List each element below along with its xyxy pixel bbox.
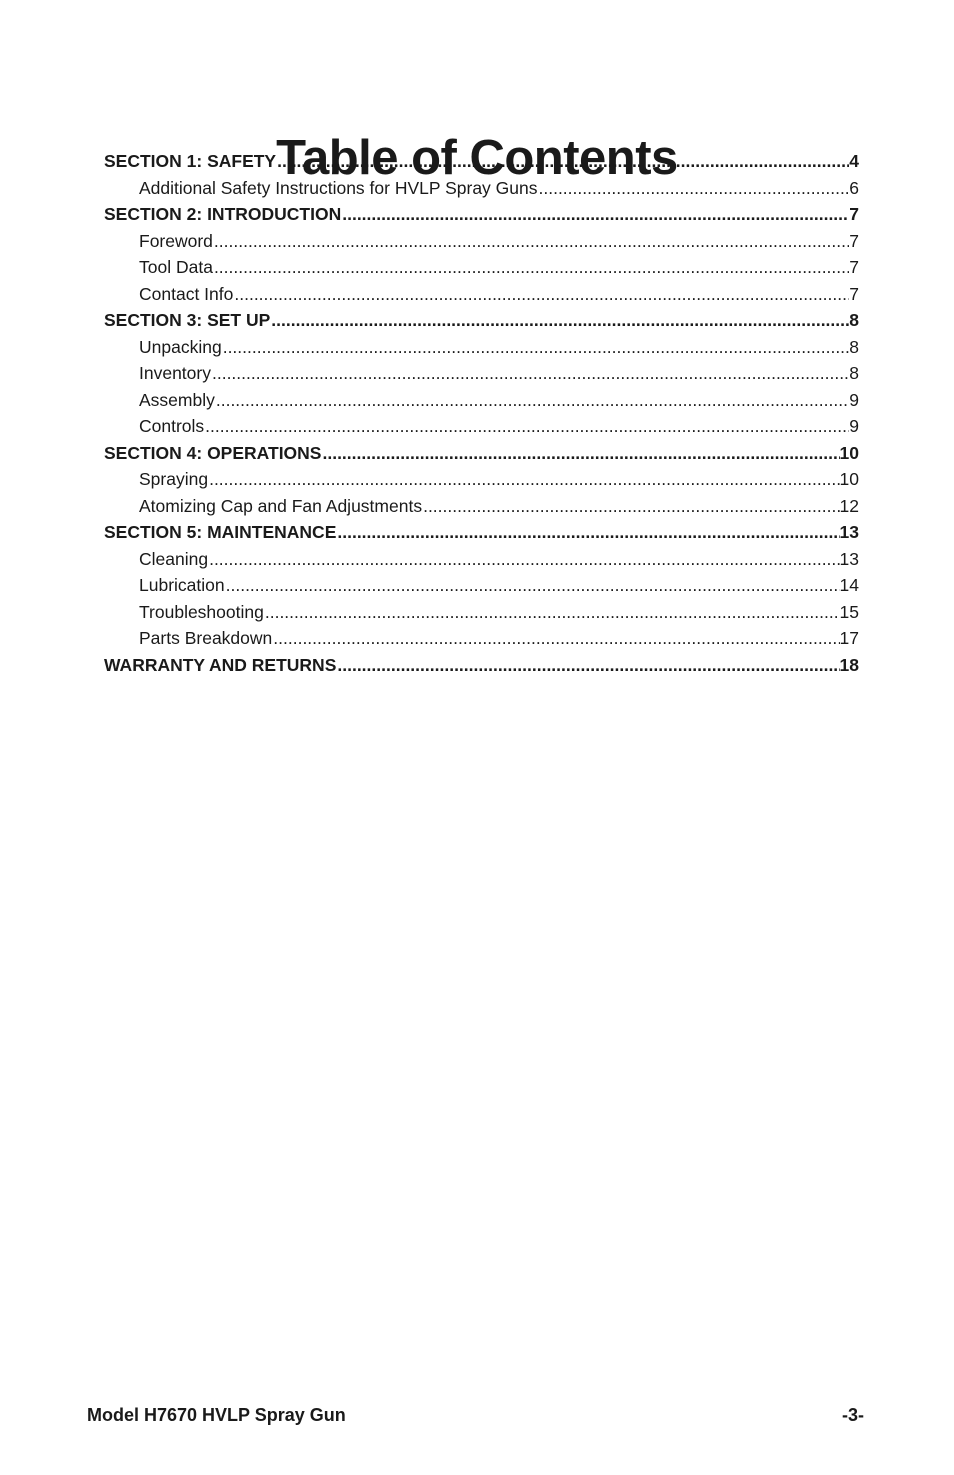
toc-entry-page: 10 <box>839 469 859 489</box>
toc-entry-label: SECTION 1: SAFETY <box>104 151 277 171</box>
toc-entry-tool-data[interactable] <box>104 254 859 281</box>
toc-entry-page: 9 <box>849 416 859 436</box>
dot-leader <box>321 440 839 467</box>
toc-entry-troubleshooting[interactable] <box>104 599 859 626</box>
toc-entry-page: 14 <box>839 575 859 595</box>
dot-leader <box>208 546 839 573</box>
toc-entry-page: 7 <box>849 204 859 224</box>
page-title: Table of Contents <box>276 130 678 185</box>
dot-leader <box>341 201 849 228</box>
toc-entry-label: SECTION 5: MAINTENANCE <box>104 522 337 542</box>
toc-entry-label: Troubleshooting <box>139 601 264 622</box>
dot-leader <box>336 519 839 546</box>
toc-entry-page: 7 <box>849 230 859 251</box>
footer-page-number: -3- <box>842 1405 864 1425</box>
toc-entry-page: 7 <box>849 283 859 304</box>
dot-leader <box>422 493 839 520</box>
toc-entry-label: Spraying <box>139 469 209 489</box>
toc-entry-section-3-set-up[interactable] <box>104 307 859 334</box>
toc-entry-page: 8 <box>849 363 859 383</box>
toc-entry-page: 15 <box>839 601 859 622</box>
toc-entry-label: Inventory <box>139 363 211 383</box>
toc-entry-page: 18 <box>839 654 859 675</box>
dot-leader <box>225 572 840 599</box>
toc-entry-section-4-operations[interactable] <box>104 440 859 467</box>
toc-entry-assembly[interactable] <box>104 387 859 414</box>
dot-leader <box>336 652 839 679</box>
toc-entry-page: 17 <box>839 628 859 648</box>
dot-leader <box>272 625 839 652</box>
toc-entry-cleaning[interactable] <box>104 546 859 573</box>
page-footer <box>87 1402 864 1428</box>
toc-entry-section-1-safety[interactable] <box>104 148 859 175</box>
toc-entry-page: 6 <box>849 177 859 198</box>
toc-entry-page: 10 <box>839 442 859 463</box>
table-of-contents <box>104 148 859 678</box>
dot-leader <box>204 413 849 440</box>
toc-entry-section-5-maintenance[interactable] <box>104 519 859 546</box>
toc-entry-label: Unpacking <box>139 336 222 357</box>
toc-entry-label: SECTION 2: INTRODUCTION <box>104 204 342 224</box>
toc-entry-label: Assembly <box>139 389 215 410</box>
toc-entry-label: Contact Info <box>139 283 234 304</box>
toc-entry-controls[interactable] <box>104 413 859 440</box>
toc-entry-warranty-and-returns[interactable] <box>104 652 859 679</box>
dot-leader <box>222 334 850 361</box>
toc-entry-label: Lubrication <box>139 575 225 595</box>
toc-entry-parts-breakdown[interactable] <box>104 625 859 652</box>
toc-entry-label: Foreword <box>139 230 213 251</box>
toc-entry-page: 12 <box>839 495 859 516</box>
toc-entry-section-2-introduction[interactable] <box>104 201 859 228</box>
dot-leader <box>270 307 849 334</box>
toc-entry-label: Atomizing Cap and Fan Adjustments <box>139 495 423 516</box>
toc-entry-page: 8 <box>849 336 859 357</box>
toc-entry-unpacking[interactable] <box>104 334 859 361</box>
toc-entry-page: 9 <box>849 389 859 410</box>
dot-leader <box>215 387 849 414</box>
toc-entry-label: SECTION 4: OPERATIONS <box>104 442 322 463</box>
dot-leader <box>213 254 849 281</box>
toc-entry-foreword[interactable] <box>104 228 859 255</box>
toc-entry-label: WARRANTY AND RETURNS <box>104 654 337 675</box>
toc-entry-contact-info[interactable] <box>104 281 859 308</box>
dot-leader <box>208 466 839 493</box>
toc-entry-page: 7 <box>849 257 859 277</box>
toc-entry-page: 8 <box>849 310 859 330</box>
toc-entry-label: SECTION 3: SET UP <box>104 310 271 330</box>
toc-entry-inventory[interactable] <box>104 360 859 387</box>
toc-entry-spraying[interactable] <box>104 466 859 493</box>
toc-entry-page: 13 <box>839 548 859 569</box>
toc-entry-label: Parts Breakdown <box>139 628 273 648</box>
toc-entry-label: Tool Data <box>139 257 213 277</box>
dot-leader <box>233 281 849 308</box>
toc-entry-label: Controls <box>139 416 205 436</box>
toc-entry-additional-safety[interactable] <box>104 175 859 202</box>
dot-leader <box>211 360 849 387</box>
toc-entry-lubrication[interactable] <box>104 572 859 599</box>
toc-entry-page: 4 <box>849 151 859 171</box>
dot-leader <box>213 228 849 255</box>
dot-leader <box>276 148 849 175</box>
footer-model-name: Model H7670 HVLP Spray Gun <box>87 1405 346 1425</box>
toc-entry-atomizing-cap[interactable] <box>104 493 859 520</box>
toc-entry-label: Cleaning <box>139 548 209 569</box>
dot-leader <box>538 175 850 202</box>
toc-entry-page: 13 <box>839 522 859 542</box>
dot-leader <box>264 599 840 626</box>
toc-entry-label: Additional Safety Instructions for HVLP Spray Guns <box>139 177 538 198</box>
